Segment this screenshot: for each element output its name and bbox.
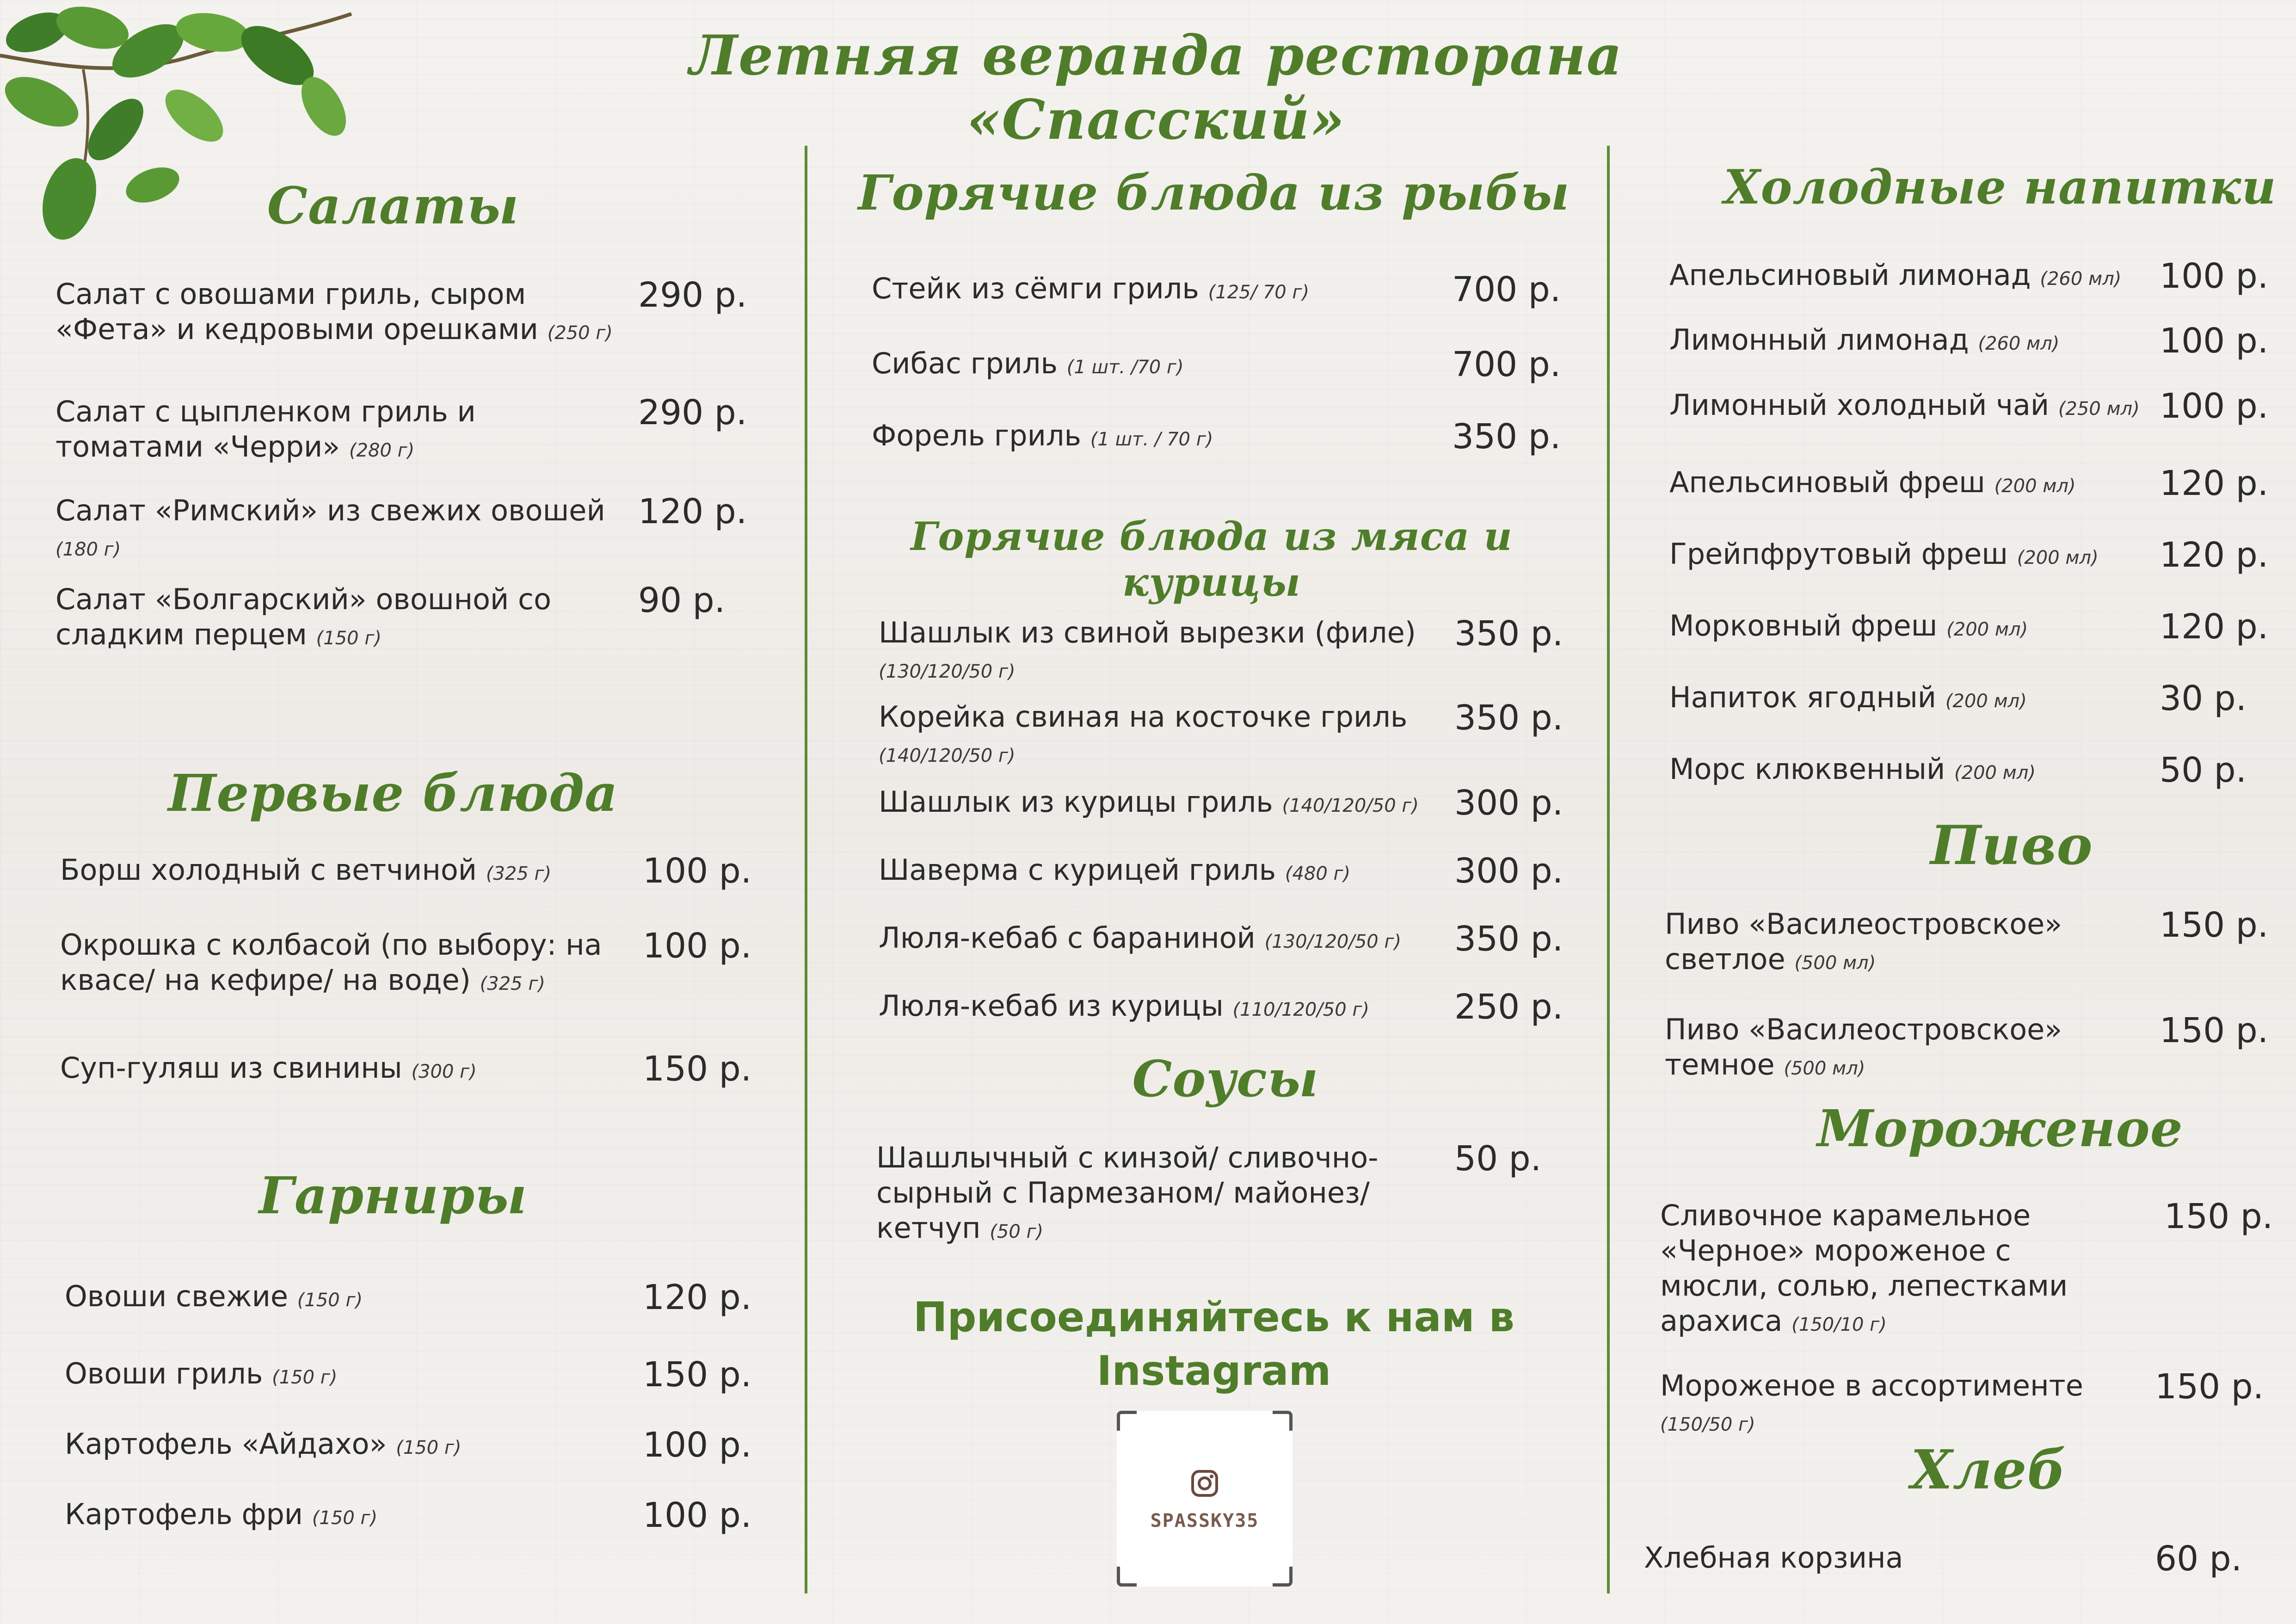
item-weight: (500 мл) [1784,1058,1865,1079]
menu-item [1669,680,2155,719]
item-price: 300 р. [1454,851,1563,891]
item-name: Пиво «Василеостровское» темное [1665,1013,2062,1081]
item-price: 120 р. [643,1278,752,1317]
instagram-qr-card[interactable] [1117,1411,1293,1587]
item-price: 150 р. [2164,1197,2273,1236]
section-heading-fish: Горячие блюда из рыбы [858,164,1570,221]
item-price: 120 р. [2160,535,2269,575]
column-divider-right [1607,146,1610,1593]
item-weight: (250 мл) [2058,398,2140,420]
item-weight: (200 мл) [1945,691,2027,712]
item-name: Сибас гриль [872,346,1058,380]
item-price: 290 р. [638,275,747,315]
section-heading-drinks: Холодные напитки [1724,160,2277,215]
menu-item [1669,258,2155,296]
item-name: Морс клюквенный [1669,752,1945,786]
item-name: Салат «Римский» из свежих овошей [55,494,605,527]
item-weight: (150/50 г) [1660,1414,1755,1435]
item-price: 150 р. [643,1355,752,1395]
item-name: Салат с цыпленком гриль и томатами «Черри» [55,395,476,463]
item-price: 100 р. [2160,321,2269,361]
section-heading-sauces: Соусы [1132,1050,1319,1108]
item-weight: (1 шт. /70 г) [1066,357,1184,378]
menu-title: Летняя веранда ресторана «Спасский» [689,23,1623,152]
item-price: 120 р. [2160,463,2269,503]
item-weight: (200 мл) [1994,475,2076,497]
menu-item [60,927,615,1001]
item-name: Стейк из сёмги гриль [872,272,1199,305]
item-name: Шаверма с курицей гриль [879,853,1276,887]
item-price: 350 р. [1454,614,1563,654]
item-name: Морковный фреш [1669,609,1938,642]
menu-item [872,418,1417,457]
item-weight: (480 г) [1285,863,1351,884]
item-weight: (260 мл) [2040,268,2122,290]
menu-item [1669,752,2155,790]
menu-item [1665,907,2136,981]
menu-item [879,699,1429,773]
item-weight: (1 шт. / 70 г) [1090,429,1213,450]
item-weight: (50 г) [990,1221,1044,1242]
item-price: 120 р. [638,492,747,531]
column-divider-left [805,146,807,1593]
item-name: Апельсиновый лимонад [1669,258,2031,292]
menu-item [1660,1368,2123,1442]
menu-item [879,784,1429,823]
section-heading-icecream: Мороженое [1817,1099,2183,1158]
item-price: 290 р. [638,393,747,432]
item-name: Мороженое в ассортименте [1660,1369,2083,1402]
menu-item [1669,608,2155,647]
menu-item [872,271,1417,310]
section-heading-sides: Гарниры [259,1166,528,1225]
item-price: 150 р. [2160,1011,2269,1050]
section-heading-soups: Первые блюда [168,763,618,823]
section-heading-salads: Салаты [267,176,519,235]
item-price: 350 р. [1452,417,1561,457]
menu-item [1669,465,2155,504]
item-weight: (125/ 70 г) [1208,282,1310,303]
item-name: Борш холодный с ветчиной [60,853,477,887]
menu-item [60,852,634,891]
item-name: Окрошка с колбасой (по выбору: на квасе/ на кефире/ на воде) [60,928,602,997]
item-weight: (150 г) [272,1367,338,1388]
item-name: Напиток ягодный [1669,680,1937,714]
item-weight: (110/120/50 г) [1232,999,1370,1020]
item-name: Хлебная корзина [1644,1541,1903,1575]
item-weight: (200 мл) [1954,762,2036,784]
item-price: 120 р. [2160,607,2269,647]
item-price: 150 р. [2155,1367,2264,1407]
menu-item [879,852,1429,891]
item-weight: (325 г) [480,973,545,994]
item-price: 100 р. [643,1495,752,1535]
item-weight: (150 г) [312,1507,378,1529]
item-price: 100 р. [643,851,752,891]
item-price: 90 р. [638,580,726,620]
item-price: 700 р. [1452,270,1561,309]
section-heading-bread: Хлеб [1910,1439,2067,1501]
item-name: Лимонный лимонад [1669,323,1969,357]
item-weight: (200 мл) [2017,547,2099,568]
item-price: 100 р. [2160,386,2269,426]
item-price: 50 р. [1454,1139,1542,1179]
item-name: Грейпфрутовый фреш [1669,537,2008,571]
item-weight: (500 мл) [1794,952,1876,974]
item-weight: (180 г) [55,539,121,560]
item-price: 350 р. [1454,698,1563,738]
item-weight: (130/120/50 г) [1264,931,1402,952]
menu-item [879,988,1429,1027]
menu-item [65,1356,620,1395]
section-heading-beer: Пиво [1930,814,2093,877]
menu-item [65,1279,620,1318]
item-price: 60 р. [2155,1539,2242,1579]
instagram-icon [1190,1469,1219,1498]
menu-item [1669,537,2155,575]
item-name: Пиво «Василеостровское» светлое [1665,907,2062,976]
item-name: Лимонный холодный чай [1669,388,2050,422]
item-name: Картофель фри [65,1497,303,1531]
item-price: 250 р. [1454,987,1563,1027]
instagram-handle: SPASSKY35 [1150,1510,1259,1531]
instagram-callout: Присоединяйтесь к нам в Instagram [913,1293,1515,1395]
menu-item [1669,322,2155,361]
item-price: 350 р. [1454,919,1563,959]
menu-item [879,920,1429,959]
menu-item [60,1050,634,1089]
item-name: Апельсиновый фреш [1669,465,1985,499]
menu-item [55,582,601,656]
item-name: Люля-кебаб с бараниной [879,921,1256,955]
item-weight: (130/120/50 г) [879,661,1016,682]
item-name: Шашлык из свиной вырезки (филе) [879,616,1416,649]
menu-item [876,1140,1422,1249]
item-price: 50 р. [2160,750,2247,790]
item-weight: (140/120/50 г) [879,745,1016,766]
menu-item [55,277,620,351]
menu-item [65,1426,620,1465]
item-name: Люля-кебаб из курицы [879,989,1224,1023]
item-name: Овоши гриль [65,1357,263,1390]
item-weight: (325 г) [486,863,552,884]
item-weight: (150/10 г) [1791,1314,1887,1335]
item-name: Корейка свиная на косточке гриль [879,700,1408,734]
item-name: Салат «Болгарский» овошной со сладким перцем [55,582,552,651]
item-price: 300 р. [1454,783,1563,823]
item-name: Суп-гуляш из свинины [60,1051,402,1085]
item-price: 150 р. [643,1049,752,1089]
item-price: 30 р. [2160,679,2247,718]
item-weight: (280 г) [349,440,415,461]
menu-item [1644,1540,2106,1579]
item-name: Шашлык из курицы гриль [879,785,1273,819]
menu-item [55,394,583,468]
item-price: 100 р. [2160,256,2269,296]
item-price: 100 р. [643,926,752,966]
section-heading-meat: Горячие блюда из мяса и курицы [911,513,1513,605]
item-weight: (150 г) [396,1437,462,1458]
menu-item [879,615,1429,689]
item-name: Овоши свежие [65,1279,289,1313]
item-name: Салат с овошами гриль, сыром «Фета» и кедровыми орешками [55,277,538,346]
menu-item [55,493,638,567]
item-weight: (250 г) [547,322,613,344]
menu-item [1665,1012,2136,1086]
item-weight: (300 г) [411,1061,477,1082]
item-name: Сливочное карамельное «Черное» мороженое с мюсли, солью, лепестками арахиса [1660,1198,2068,1338]
item-name: Картофель «Айдахо» [65,1427,387,1461]
item-price: 150 р. [2160,905,2269,945]
menu-item [1660,1198,2113,1342]
menu-item [65,1497,620,1536]
item-weight: (200 мл) [1946,619,2028,640]
item-name: Форель гриль [872,419,1082,452]
item-weight: (140/120/50 г) [1282,795,1419,816]
menu-item [872,346,1417,385]
item-weight: (150 г) [297,1290,363,1311]
item-weight: (260 мл) [1978,333,2060,354]
menu-item [1669,388,2155,426]
item-price: 100 р. [643,1425,752,1465]
item-name: Шашлычный с кинзой/ сливочно-сырный с Пармезаном/ майонез/ кетчуп [876,1141,1379,1245]
item-weight: (150 г) [316,628,382,649]
item-price: 700 р. [1452,345,1561,384]
